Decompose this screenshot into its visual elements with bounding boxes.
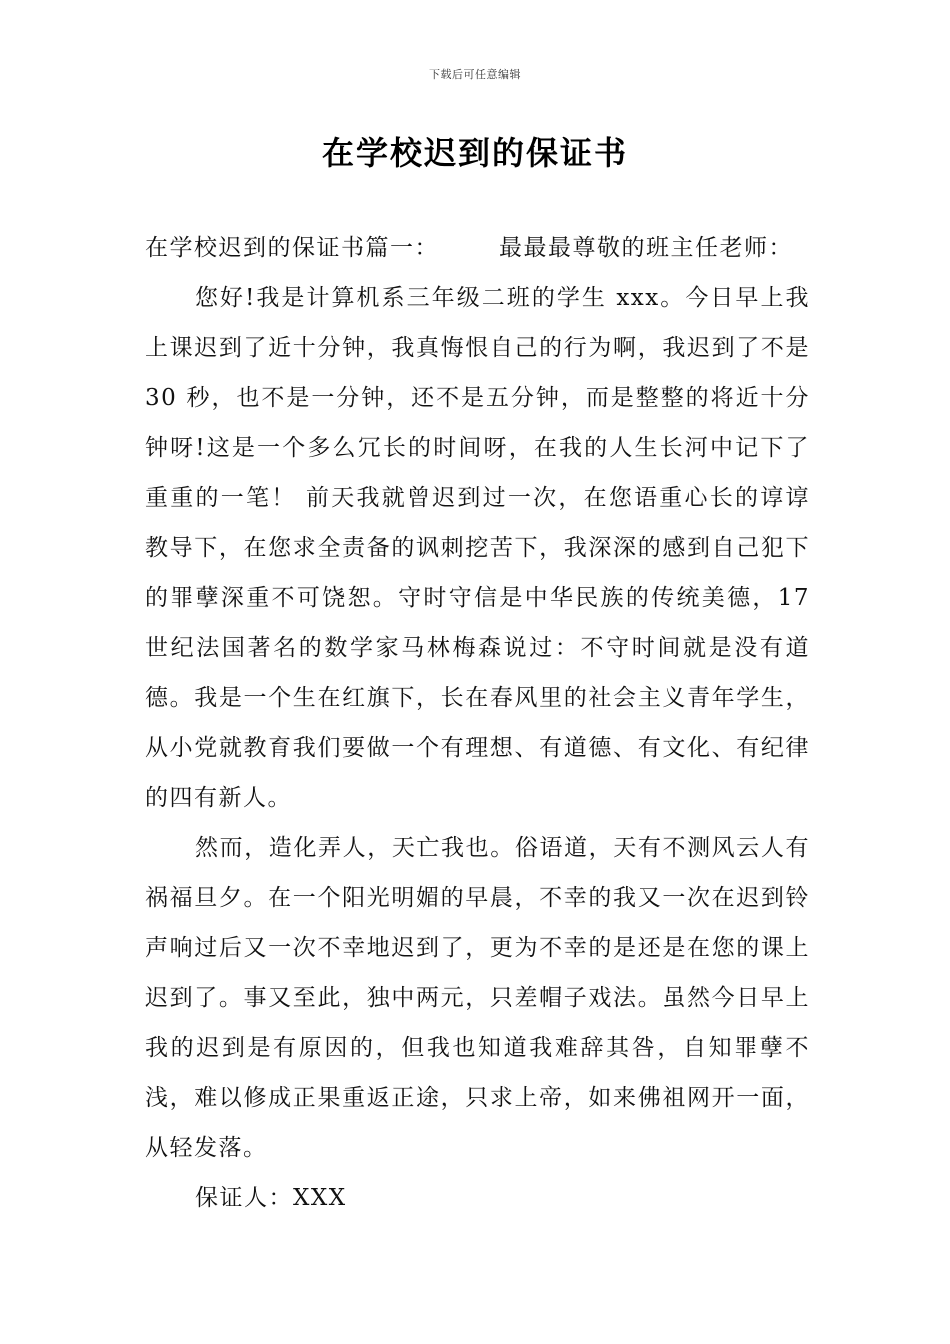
salutation: 最最最尊敬的班主任老师： (499, 235, 793, 261)
section-label: 在学校迟到的保证书篇一： (145, 235, 439, 261)
document-title: 在学校迟到的保证书 (321, 134, 628, 172)
header-note: 下载后可任意编辑 (429, 68, 521, 81)
paragraph: 然而，造化弄人，天亡我也。俗语道，天有不测风云人有祸福旦夕。在一个阳光明媚的早晨，不幸的我又一次在迟到铃声响过后又一次不幸地迟到了，更为不幸的是还是在您的课上迟到了。事又至此，独中两元，只差帽子戏法。虽然今日早上我的迟到是有原因的，但我也知道我难辞其咎，自知罪孽不浅，难以修成正果重返正途，只求上帝，如来佛祖网开一面，从轻发落。 (145, 835, 810, 1161)
signature-line: 保证人：XXX (195, 1185, 347, 1211)
intro-line (145, 223, 810, 273)
paragraph: 您好!我是计算机系三年级二班的学生 xxx。今日早上我上课迟到了近十分钟，我真悔恨自己的行为啊，我迟到了不是 30 秒，也不是一分钟，还不是五分钟，而是整整的将近十分钟呀!这是一个多么冗长的时间呀，在我的人生长河中记下了重重的一笔！ 前天我就曾迟到过一次，在您语重心长的谆谆教导下，在您求全责备的讽刺挖苦下，我深深的感到自己犯下的罪孽深重不可饶恕。守时守信是中华民族的传统美德，17 世纪法国著名的数学家马林梅森说过：不守时间就是没有道德。我是一个生在红旗下，长在春风里的社会主义青年学生，从小党就教育我们要做一个有理想、有道德、有文化、有纪律的四有新人。 (145, 285, 810, 811)
document-body (145, 223, 810, 1223)
